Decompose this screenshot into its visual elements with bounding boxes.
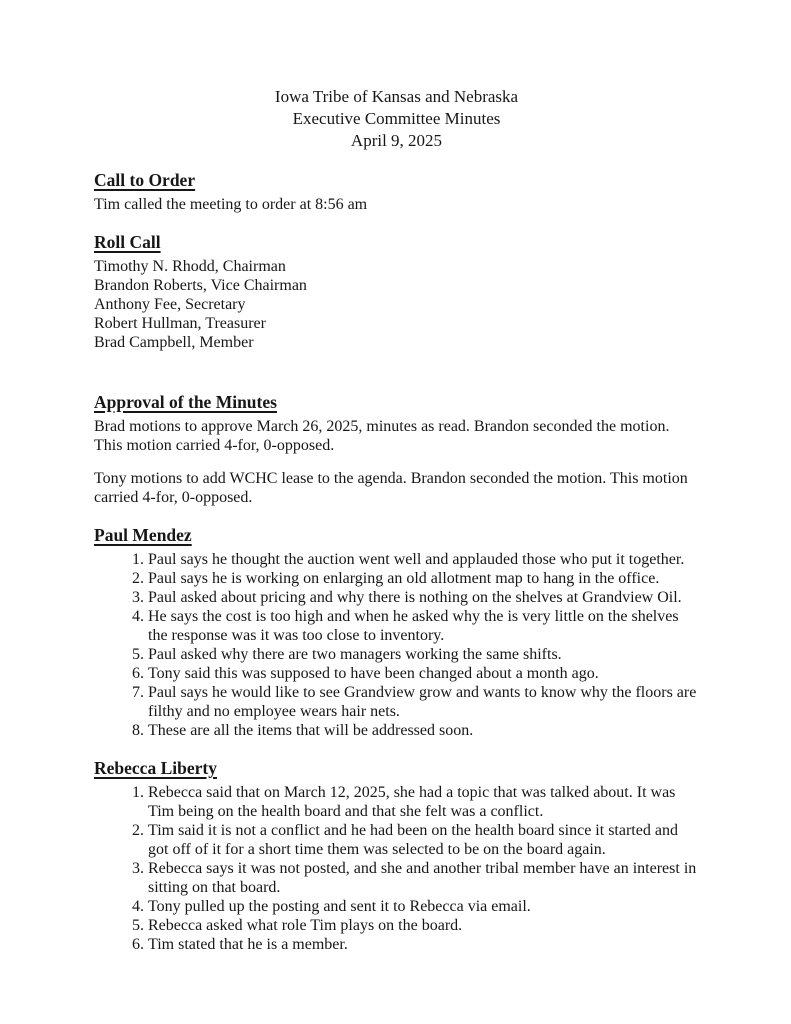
rebecca-liberty-list: [94, 783, 699, 954]
list-item: 3. Rebecca says it was not posted, and she and another tribal member have an interest in sitting on that board.: [148, 859, 699, 897]
roll-call-member: Brad Campbell, Member: [94, 334, 254, 351]
org-name: Iowa Tribe of Kansas and Nebraska: [274, 87, 519, 106]
roll-call-member: Timothy N. Rhodd, Chairman: [94, 258, 286, 275]
paul-mendez-list: [94, 550, 699, 740]
list-item: 5. Rebecca asked what role Tim plays on the board.: [148, 916, 699, 935]
list-item: 8. These are all the items that will be addressed soon.: [148, 721, 699, 740]
list-item: 7. Paul says he would like to see Grandview grow and wants to know why the floors are filthy and no employee wears hair nets.: [148, 683, 699, 721]
list-item: 6. Tim stated that he is a member.: [148, 935, 699, 954]
list-item: 4. He says the cost is too high and when he asked why the is very little on the shelves the response was it was too close to inventory.: [148, 607, 699, 645]
paul-mendez-heading: Paul Mendez: [94, 525, 192, 545]
meeting-date: April 9, 2025: [350, 131, 443, 150]
roll-call-heading: Roll Call: [94, 232, 161, 252]
list-item: 1. Rebecca said that on March 12, 2025, she had a topic that was talked about. It was Tim being on the health board and that she felt was a conflict.: [148, 783, 699, 821]
list-item: 6. Tony said this was supposed to have been changed about a month ago.: [148, 664, 699, 683]
section-paul-mendez: [94, 525, 699, 740]
list-item: 1. Paul says he thought the auction went well and applauded those who put it together.: [148, 550, 699, 569]
list-item: 3. Paul asked about pricing and why there is nothing on the shelves at Grandview Oil.: [148, 588, 699, 607]
roll-call-member: Robert Hullman, Treasurer: [94, 315, 266, 332]
section-approval-of-minutes: [94, 392, 699, 507]
rebecca-liberty-heading: Rebecca Liberty: [94, 758, 217, 778]
call-to-order-text: Tim called the meeting to order at 8:56 am: [94, 196, 368, 213]
document-type: Executive Committee Minutes: [292, 109, 501, 128]
approval-paragraph: Brad motions to approve March 26, 2025, minutes as read. Brandon seconded the motion. This motion carried 4-for, 0-opposed.: [94, 418, 670, 454]
call-to-order-heading: Call to Order: [94, 170, 196, 190]
approval-paragraph: Tony motions to add WCHC lease to the agenda. Brandon seconded the motion. This motion carried 4-for, 0-opposed.: [94, 470, 688, 506]
roll-call-member: Anthony Fee, Secretary: [94, 296, 246, 313]
section-roll-call: [94, 232, 699, 352]
document-header: [94, 86, 699, 152]
roll-call-member: Brandon Roberts, Vice Chairman: [94, 277, 307, 294]
approval-heading: Approval of the Minutes: [94, 392, 277, 412]
section-rebecca-liberty: [94, 758, 699, 954]
list-item: 2. Tim said it is not a conflict and he had been on the health board since it started and got off of it for a short time them was selected to be on the board again.: [148, 821, 699, 859]
section-call-to-order: [94, 170, 699, 214]
list-item: 5. Paul asked why there are two managers working the same shifts.: [148, 645, 699, 664]
list-item: 2. Paul says he is working on enlarging an old allotment map to hang in the office.: [148, 569, 699, 588]
list-item: 4. Tony pulled up the posting and sent it to Rebecca via email.: [148, 897, 699, 916]
